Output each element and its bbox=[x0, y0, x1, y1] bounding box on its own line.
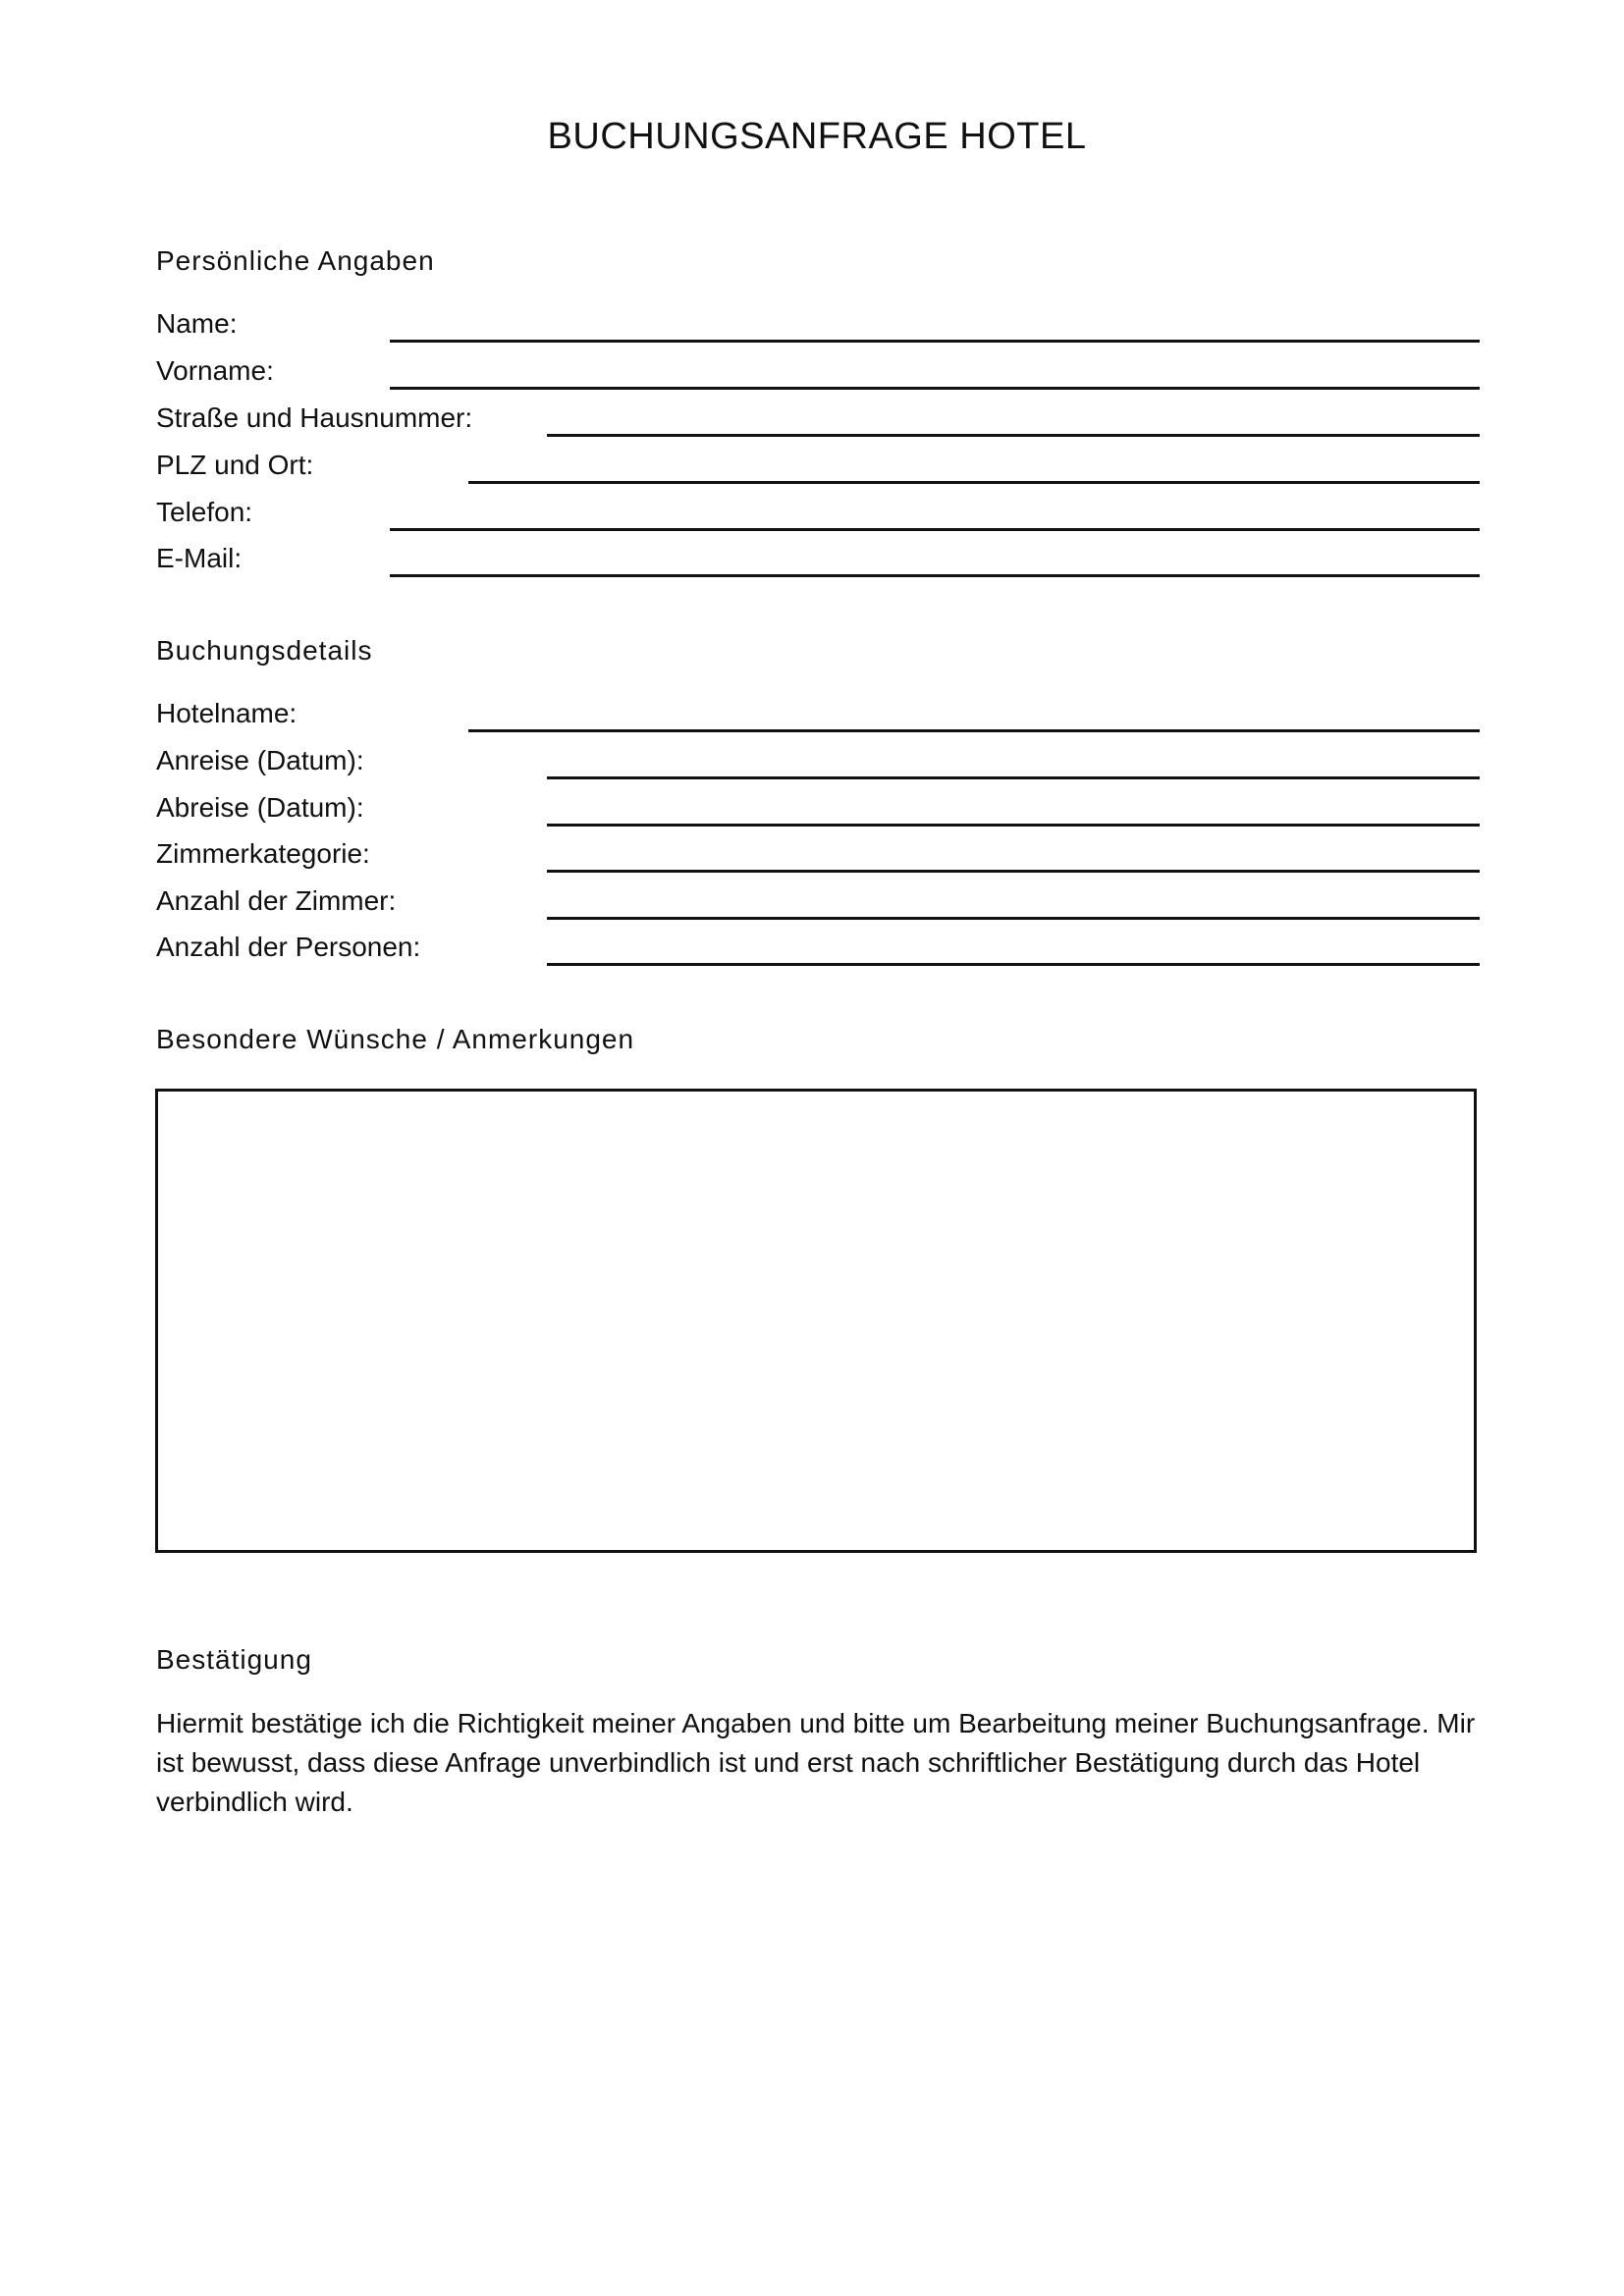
field-label-anzahl-zimmer: Anzahl der Zimmer: bbox=[156, 885, 397, 916]
zimmerkategorie-input[interactable] bbox=[547, 870, 1480, 873]
hotelname-input[interactable] bbox=[468, 729, 1480, 732]
field-label-hotelname: Hotelname: bbox=[156, 698, 298, 728]
field-label-name: Name: bbox=[156, 308, 238, 339]
field-row-email bbox=[156, 539, 1480, 578]
field-label-zimmerkategorie: Zimmerkategorie: bbox=[156, 838, 370, 869]
section-heading-personal: Persönliche Angaben bbox=[156, 245, 435, 276]
section-heading-confirmation: Bestätigung bbox=[156, 1644, 312, 1675]
field-label-plz-ort: PLZ und Ort: bbox=[156, 450, 314, 480]
telefon-input[interactable] bbox=[390, 528, 1480, 531]
field-row-zimmerkategorie bbox=[156, 834, 1480, 874]
field-row-abreise bbox=[156, 788, 1480, 828]
field-label-strasse: Straße und Hausnummer: bbox=[156, 402, 473, 433]
field-label-abreise: Abreise (Datum): bbox=[156, 792, 364, 823]
field-label-telefon: Telefon: bbox=[156, 497, 253, 527]
field-label-vorname: Vorname: bbox=[156, 355, 274, 386]
field-row-anzahl-personen bbox=[156, 928, 1480, 967]
field-row-strasse bbox=[156, 399, 1480, 438]
section-heading-booking: Buchungsdetails bbox=[156, 635, 373, 666]
field-row-plz-ort bbox=[156, 446, 1480, 485]
vorname-input[interactable] bbox=[390, 387, 1480, 390]
field-row-name bbox=[156, 304, 1480, 344]
field-row-anreise bbox=[156, 741, 1480, 780]
confirmation-text: Hiermit bestätige ich die Richtigkeit meiner Angaben und bitte um Bearbeitung meiner Buchungsanfrage. Mir ist bewusst, dass diese Anfrage unverbindlich ist und erst nach schriftlicher Bestätigung durch das Hotel verbindlich wird. bbox=[156, 1708, 1476, 1817]
field-row-anzahl-zimmer bbox=[156, 881, 1480, 921]
field-row-telefon bbox=[156, 493, 1480, 532]
field-label-email: E-Mail: bbox=[156, 543, 243, 573]
name-input[interactable] bbox=[390, 340, 1480, 343]
field-label-anreise: Anreise (Datum): bbox=[156, 745, 364, 775]
section-heading-notes: Besondere Wünsche / Anmerkungen bbox=[156, 1024, 635, 1054]
abreise-input[interactable] bbox=[547, 824, 1480, 827]
field-label-anzahl-personen: Anzahl der Personen: bbox=[156, 932, 421, 962]
notes-textarea[interactable] bbox=[155, 1089, 1477, 1553]
plz-ort-input[interactable] bbox=[468, 481, 1480, 484]
anzahl-personen-input[interactable] bbox=[547, 963, 1480, 966]
field-row-vorname bbox=[156, 351, 1480, 391]
field-row-hotelname bbox=[156, 694, 1480, 733]
strasse-input[interactable] bbox=[547, 434, 1480, 437]
anreise-input[interactable] bbox=[547, 776, 1480, 779]
email-input[interactable] bbox=[390, 574, 1480, 577]
page-title: BUCHUNGSANFRAGE HOTEL bbox=[547, 116, 1087, 157]
anzahl-zimmer-input[interactable] bbox=[547, 917, 1480, 920]
